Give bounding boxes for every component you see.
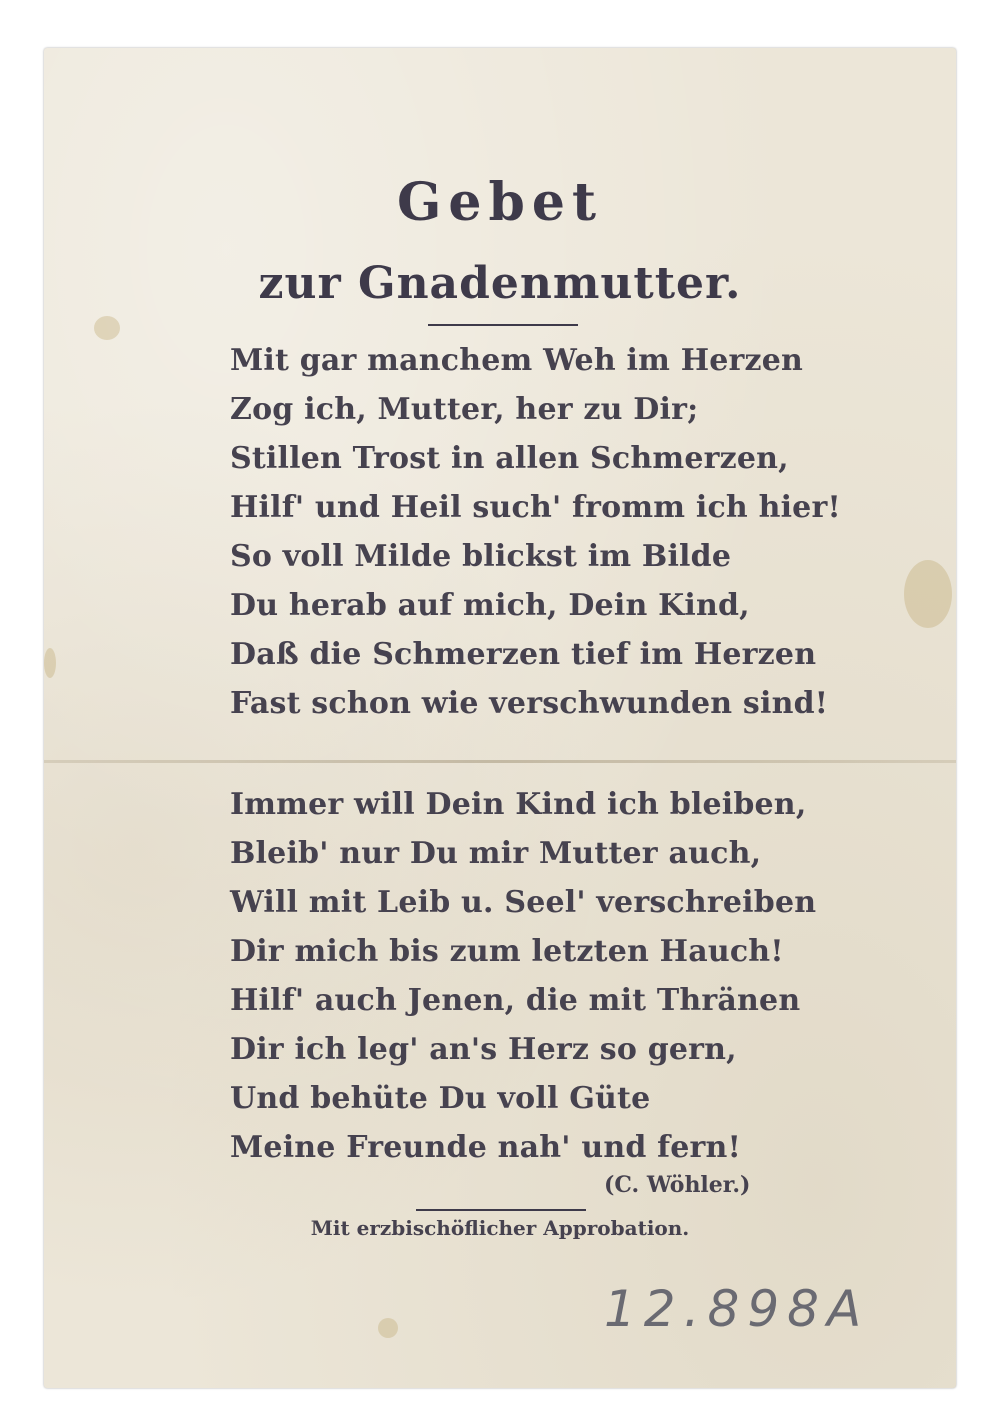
author-attribution: (C. Wöhler.) <box>604 1172 751 1198</box>
verse-line: Daß die Schmerzen tief im Herzen <box>230 637 817 672</box>
paper-stain <box>378 1318 398 1338</box>
verse-line: Mit gar manchem Weh im Herzen <box>230 343 804 378</box>
prayer-subtitle: zur Gnadenmutter. <box>258 258 742 309</box>
paper-stain <box>94 316 120 340</box>
verse-line: Meine Freunde nah' und fern! <box>230 1130 741 1165</box>
verse-line: Will mit Leib u. Seel' verschreiben <box>230 885 817 920</box>
handwritten-inventory-number: 12.898A <box>604 1280 870 1338</box>
verse-line: Fast schon wie verschwunden sind! <box>230 686 829 721</box>
verse-line: Dir mich bis zum letzten Hauch! <box>230 934 784 969</box>
stanza-2 <box>230 780 830 1172</box>
verse-line: Stillen Trost in allen Schmerzen, <box>230 441 789 476</box>
verse-line: Hilf' auch Jenen, die mit Thränen <box>230 983 801 1018</box>
bottom-divider <box>416 1209 586 1211</box>
paper-fold-crease <box>44 760 956 763</box>
paper-stain <box>904 560 952 628</box>
verse-line: Bleib' nur Du mir Mutter auch, <box>230 836 762 871</box>
paper-stain <box>44 648 56 678</box>
verse-line: Und behüte Du voll Güte <box>230 1081 651 1116</box>
verse-line: Hilf' und Heil such' fromm ich hier! <box>230 490 841 525</box>
verse-line: So voll Milde blickst im Bilde <box>230 539 732 574</box>
verse-line: Du herab auf mich, Dein Kind, <box>230 588 750 623</box>
verse-line: Immer will Dein Kind ich bleiben, <box>230 787 807 822</box>
prayer-title: Gebet <box>397 172 603 233</box>
stanza-1 <box>230 336 841 728</box>
approbation-note: Mit erzbischöflicher Approbation. <box>310 1216 690 1240</box>
title-divider <box>428 324 578 326</box>
prayer-card <box>44 48 956 1388</box>
verse-line: Zog ich, Mutter, her zu Dir; <box>230 392 699 427</box>
verse-line: Dir ich leg' an's Herz so gern, <box>230 1032 737 1067</box>
